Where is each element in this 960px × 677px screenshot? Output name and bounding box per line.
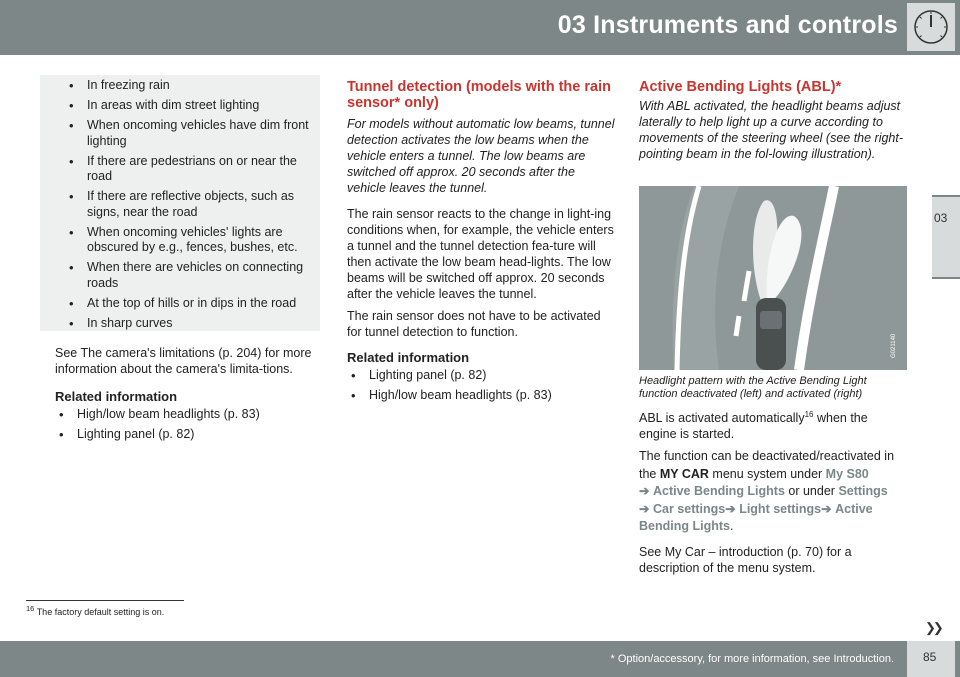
menu-path-paragraph: The function can be deactivated/reactivated in the MY CAR menu system under My S80 ➔ Active Bending Lights or under Settings ➔ Car settings➔ Light settings➔ Active Bending Lights.: [639, 449, 895, 534]
column-3-body: [639, 375, 907, 576]
related-link[interactable]: • High/low beam headlights (p. 83): [55, 407, 320, 423]
related-heading: Related information: [347, 350, 470, 365]
column-1-text: [55, 345, 320, 447]
arrow-right-icon: ➔: [725, 501, 736, 516]
list-item: • At the top of hills or in dips in the road: [65, 296, 315, 312]
related-link[interactable]: • High/low beam headlights (p. 83): [347, 388, 615, 404]
section-heading: Active Bending Lights (ABL)*: [639, 79, 842, 95]
list-item: • When there are vehicles on connecting roads: [65, 260, 315, 291]
menu-path-active-bending-lights[interactable]: Active Bending Lights: [652, 484, 785, 499]
figure-caption: Headlight pattern with the Active Bending Light function deactivated (left) and activated (right): [639, 375, 867, 400]
list-item: • If there are reflective objects, such as signs, near the road: [65, 189, 315, 220]
list-item: • When oncoming vehicles have dim front lighting: [65, 118, 315, 149]
my-car-intro-link[interactable]: See My Car – introduction (p. 70) for a description of the menu system.: [639, 544, 852, 575]
menu-path-car-settings[interactable]: Car settings: [652, 501, 726, 516]
section-heading: Tunnel detection (models with the rain sensor* only): [347, 79, 611, 111]
related-list: [347, 368, 615, 404]
footnote-number: 16: [26, 604, 35, 613]
list-item: • If there are pedestrians on or near the road: [65, 154, 315, 185]
related-link[interactable]: • Lighting panel (p. 82): [347, 368, 615, 384]
arrow-right-icon: ➔: [821, 501, 832, 516]
figure-code: G021140: [891, 333, 897, 358]
footnote-text: The factory default setting is on.: [36, 607, 165, 617]
section-intro: With ABL activated, the headlight beams adjust laterally to help light up a curve according to movements of the steering wheel (see the right-pointing beam in the fol-lowing illustration).: [639, 99, 904, 161]
page-header: [0, 0, 960, 55]
camera-limitations-link[interactable]: See The camera's limitations (p. 204) for more information about the camera's limita-tions.: [55, 346, 312, 376]
related-heading: Related information: [55, 389, 178, 404]
conditions-list: [65, 78, 315, 336]
chapter-side-tab[interactable]: [932, 195, 960, 279]
section-intro: For models without automatic low beams, tunnel detection activates the low beams when the vehicle enters a tunnel. The low beams are switched off approx. 20 seconds after the vehicle leaves the tunnel.: [347, 117, 615, 195]
chapter-title: 03 Instruments and controls: [557, 11, 898, 39]
list-item: • When oncoming vehicles' lights are obscured by e.g., fences, bushes, etc.: [65, 225, 315, 256]
footer-note: * Option/accessory, for more information, see Introduction.: [610, 653, 894, 665]
gauge-icon: [907, 3, 955, 51]
list-item: • In areas with dim street lighting: [65, 98, 315, 114]
menu-path-settings[interactable]: Settings: [838, 484, 888, 499]
body-paragraph: The rain sensor reacts to the change in light-ing conditions when, for example, the vehicle enters a tunnel and the tunnel detection fea-ture will then activate the low beam head-lights. The low beams will be switched off approx. 20 seconds after the vehicle leaves the tunnel.: [347, 207, 614, 301]
menu-path-light-settings[interactable]: Light settings: [739, 501, 822, 516]
footnote: [26, 604, 164, 617]
page-footer: [0, 641, 960, 677]
related-link[interactable]: • Lighting panel (p. 82): [55, 427, 320, 443]
chapter-number: 03: [934, 211, 948, 225]
arrow-right-icon: ➔: [639, 501, 650, 516]
conditions-box: [40, 75, 320, 331]
body-paragraph: The rain sensor does not have to be activated for tunnel detection to function.: [347, 309, 601, 339]
related-list: [55, 407, 320, 443]
my-car-label: MY CAR: [659, 466, 709, 481]
double-chevron-right-icon[interactable]: ❯❯: [925, 620, 941, 635]
menu-path-my-s80[interactable]: My S80: [825, 466, 869, 481]
headlight-pattern-illustration: [639, 186, 907, 370]
menu-path-active-bending-lights-2[interactable]: Active Bending Lights: [639, 501, 873, 534]
column-3-text: [639, 79, 907, 162]
list-item: • In sharp curves: [65, 316, 315, 332]
column-2-text: [347, 79, 615, 408]
footnote-divider: [26, 600, 184, 601]
body-paragraph: ABL is activated automatically$^{16}$ when the engine is started.: [639, 410, 868, 442]
page-number: 85: [923, 650, 937, 664]
list-item: • In freezing rain: [65, 78, 315, 94]
arrow-right-icon: ➔: [639, 484, 650, 499]
footnote-ref[interactable]: 16: [804, 410, 814, 419]
